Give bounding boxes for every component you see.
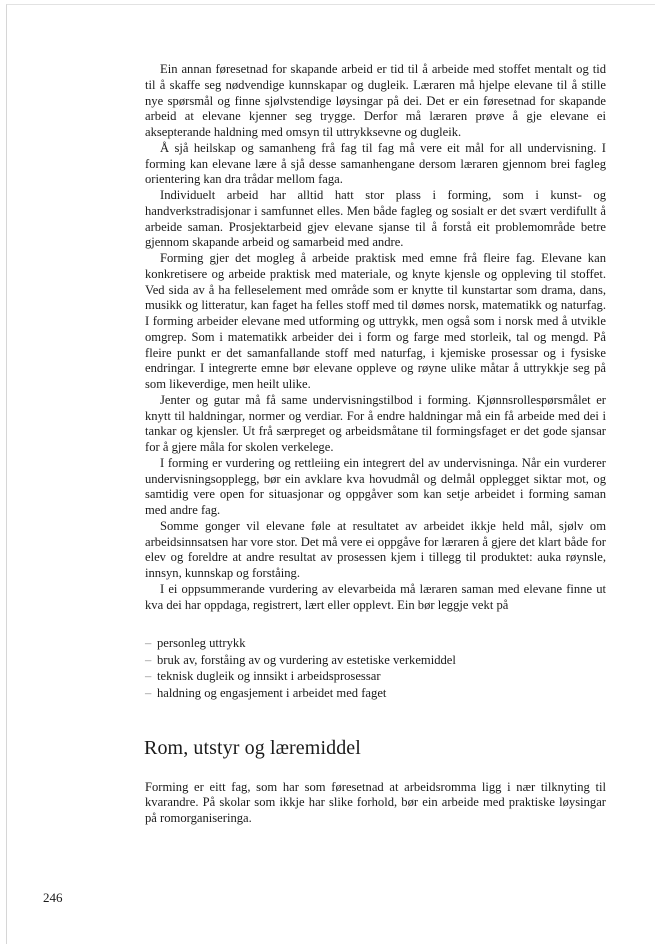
text-column <box>145 62 606 827</box>
bullet-marker: – <box>145 669 152 684</box>
list-item-text: teknisk dugleik og innsikt i arbeidsprosessar <box>157 669 381 684</box>
section-heading: Rom, utstyr og læremiddel <box>144 736 361 759</box>
paragraph: Somme gonger vil elevane føle at resultatet av arbeidet ikkje held mål, sjølv om arbeidsinnsatsen har vore stor. Det må vere ei oppgåve for læraren å gjere det klart både for elev og foreldre at andre resultat av prosessen kjem i tillegg til produktet: auka røynsle, innsyn, kunnskap og forståing. <box>145 518 606 580</box>
list-item <box>145 652 606 669</box>
closing-paragraph: Forming er eitt fag, som har som føresetnad at arbeidsromma ligg i nær tilknyting til kvarandre. På skolar som ikkje har slike forhold, bør ein arbeide med praktiske løysingar på romorganiseringa. <box>145 779 606 826</box>
page-number: 246 <box>43 890 63 905</box>
paragraph: Ein annan føresetnad for skapande arbeid er tid til å arbeide med stoffet mentalt og tid til å skaffe seg nødvendige kunnskapar og dugleik. Læraren må hjelpe elevane til å stille nye spørsmål og finne sjølvstendige løysingar på dei. Det er ein føresetnad for skapande arbeid at elevane kjenner seg trygge. Derfor må læraren prøve å gje elevane ei aksepterande haldning med omsyn til uttrykksevne og dugleik. <box>145 62 606 139</box>
paragraph: I ei oppsummerande vurdering av elevarbeida må læraren saman med elevane finne ut kva dei har oppdaga, registrert, lært eller opplevt. Ein bør leggje vekt på <box>145 581 606 612</box>
bullet-marker: – <box>145 636 152 651</box>
paragraph: Jenter og gutar må få same undervisningstilbod i forming. Kjønnsrollespørsmålet er knytt til haldningar, normer og verdiar. For å endre haldningar må ein få arbeide med dei i tankar og kjensler. Ut frå særpreget og arbeidsmåtane til formingsfaget er det gode sjansar for å gjere måla for skolen verkelege. <box>145 392 606 454</box>
list-item-text: bruk av, forståing av og vurdering av estetiske verkemiddel <box>157 652 456 667</box>
list-item <box>145 668 606 685</box>
paragraph: Individuelt arbeid har alltid hatt stor plass i forming, som i kunst- og handverkstradisjonar i samfunnet elles. Men både fagleg og sosialt er det svært verdifullt å arbeide saman. Prosjektarbeid gjev elevane sjanse til å forstå eit problemområde betre gjennom skapande arbeid og samarbeid med andre. <box>145 188 606 250</box>
paragraph: Å sjå heilskap og samanheng frå fag til fag må vere eit mål for all undervisning. I forming kan elevane lære å sjå desse samanhengane dersom læraren gjennom brei fagleg orientering kan dra trådar mellom faga. <box>145 140 606 187</box>
bullet-marker: – <box>145 652 152 667</box>
paragraph: Forming gjer det mogleg å arbeide praktisk med emne frå fleire fag. Elevane kan konkretisere og arbeide praktisk med materiale, og knyte kjensle og oppleving til stoffet. Ved sida av å ha fellеselement med område som er knytte til kunstartar som drama, dans, musikk og litteratur, kan faget ha felles stoff med til dømes norsk, matematikk og naturfag. I forming arbeider elevane med utforming og uttrykk, men også som i norsk med å utvikle omgrep. Som i matematikk arbeider dei i form og farge med storleik, tal og mengd. På fleire punkt er det samanfallande stoff med naturfag, i kjemiske prosessar og i fysiske endringar. I integrerte emne bør elevane oppleve og røyne ulike måtar å uttrykkje seg på som likeverdige, men heilt ulike. <box>145 251 606 391</box>
bullet-marker: – <box>145 686 152 701</box>
list-item <box>145 685 606 702</box>
list-item-text: personleg uttrykk <box>157 636 246 651</box>
list-item-text: haldning og engasjement i arbeidet med faget <box>157 686 387 701</box>
list-item <box>145 635 606 652</box>
bullet-list <box>145 635 606 701</box>
paragraph: I forming er vurdering og rettleiing ein integrert del av undervisninga. Når ein vurderer undervisningsopplegg, bør ein avklare kva hovudmål og delmål opplegget siktar mot, og samtidig vere open for situasjonar og oppgåver som kan setje arbeidet i forming saman med andre fag. <box>145 455 606 517</box>
